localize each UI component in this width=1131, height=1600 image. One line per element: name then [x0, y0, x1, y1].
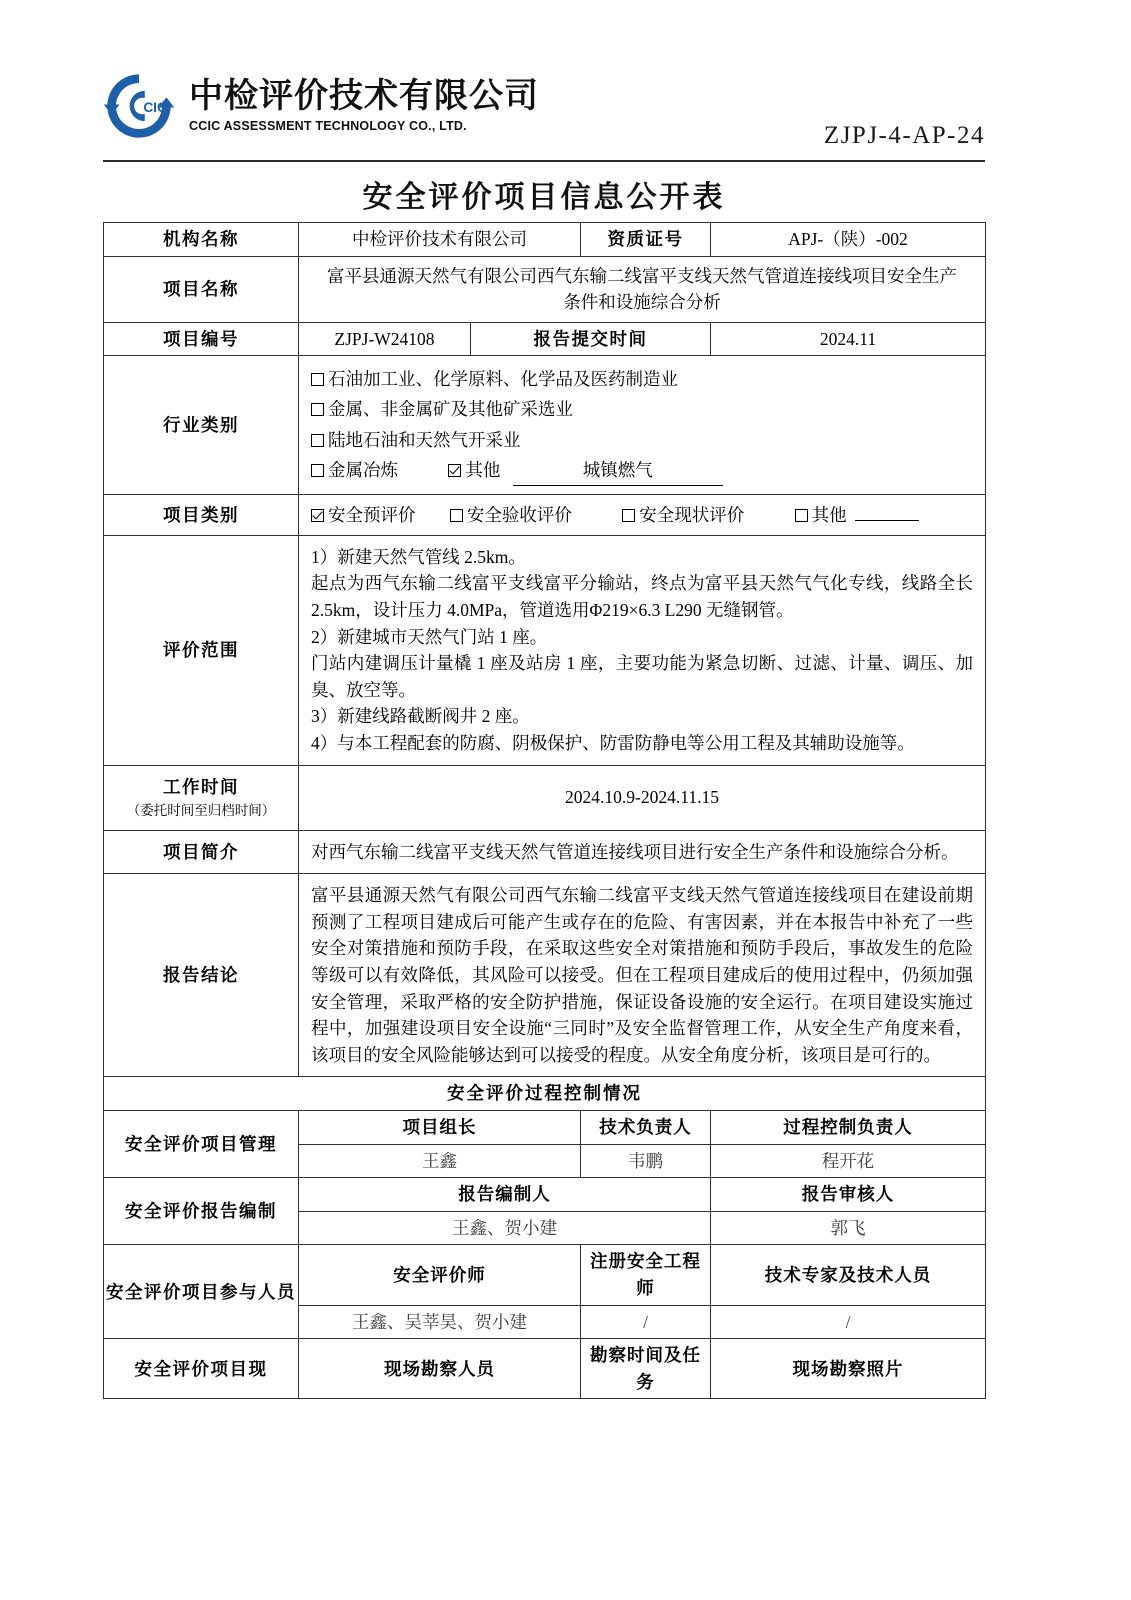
- project-type-option-1-label: 安全验收评价: [466, 504, 572, 525]
- participants-header-1: 注册安全工程师: [581, 1245, 711, 1305]
- scope-label: 评价范围: [104, 535, 299, 765]
- site-survey-header-2: 现场勘察照片: [711, 1339, 986, 1399]
- participants-header-0: 安全评价师: [299, 1245, 581, 1305]
- project-type-option-3[interactable]: [795, 505, 847, 525]
- header-divider: [103, 160, 985, 162]
- project-type-option-1[interactable]: [450, 505, 572, 525]
- report-time-label: 报告提交时间: [471, 322, 711, 356]
- project-name-label: 项目名称: [104, 256, 299, 322]
- table-row-org-name: [104, 223, 986, 257]
- cert-no-value: APJ-（陕）-002: [711, 223, 986, 257]
- svg-text:CIC: CIC: [143, 99, 167, 115]
- document-code: ZJPJ-4-AP-24: [823, 122, 985, 149]
- checkbox-icon[interactable]: [311, 403, 324, 416]
- checkbox-icon[interactable]: [311, 373, 324, 386]
- site-survey-header-0: 现场勘察人员: [299, 1339, 581, 1399]
- industry-option-1[interactable]: [311, 394, 973, 424]
- table-row-work-time: [104, 765, 986, 830]
- management-header-1: 技术负责人: [581, 1111, 711, 1145]
- document-header: [103, 70, 985, 160]
- project-info-table: [103, 222, 986, 1399]
- table-row-project-no: [104, 322, 986, 356]
- scope-line-0: 1）新建天然气管线 2.5km。: [311, 546, 526, 567]
- project-type-option-2[interactable]: [622, 505, 744, 525]
- site-survey-header-1: 勘察时间及任务: [581, 1339, 711, 1399]
- ccic-logo-icon: [103, 70, 175, 142]
- checkbox-icon[interactable]: [450, 509, 463, 522]
- conclusion-value: 富平县通源天然气有限公司西气东输二线富平支线天然气管道连接线项目在建设前期预测了工程项目建成后可能产生或存在的危险、有害因素，并在本报告中补充了一些安全对策措施和预防手段，在采取这些安全对策措施和预防手段后，事故发生的危险等级可以有效降低，其风险可以接受。但在工程项目建成后的使用过程中，仍须加强安全管理，采取严格的安全防护措施，保证设备设施的安全运行。在项目建设实施过程中，加强建设项目安全设施“三同时”及安全监督管理工作，从安全生产角度来看，该项目的安全风险能够达到可以接受的程度。从安全角度分析，该项目是可行的。: [299, 874, 986, 1077]
- industry-option-0-label: 石油加工业、化学原料、化学品及医药制造业: [328, 369, 678, 390]
- industry-option-0[interactable]: [311, 364, 973, 394]
- table-row-project-type: [104, 494, 986, 535]
- checkbox-icon[interactable]: [622, 509, 635, 522]
- work-time-label: 工作时间: [163, 776, 239, 797]
- management-label: 安全评价项目管理: [104, 1111, 299, 1178]
- industry-option-3-and-4[interactable]: [311, 455, 973, 486]
- table-row-management-headers: [104, 1111, 986, 1145]
- scope-line-5: 4）与本工程配套的防腐、阴极保护、防雷防静电等公用工程及其辅助设施等。: [311, 733, 915, 753]
- scope-value: [299, 535, 986, 765]
- industry-option-1-label: 金属、非金属矿及其他矿采选业: [328, 399, 573, 420]
- site-survey-label: 安全评价项目现: [104, 1339, 299, 1399]
- participants-label: 安全评价项目参与人员: [104, 1245, 299, 1339]
- scope-line-3: 门站内建调压计量橇 1 座及站房 1 座，主要功能为紧急切断、过滤、计量、调压、加臭、放空等。: [311, 653, 973, 700]
- table-row-conclusion: [104, 874, 986, 1077]
- management-value-0: 王鑫: [299, 1144, 581, 1178]
- checkbox-icon[interactable]: [311, 464, 324, 477]
- scope-line-2: 2）新建城市天然气门站 1 座。: [311, 626, 548, 647]
- project-type-option-0-label: 安全预评价: [328, 504, 416, 525]
- industry-option-3-label: 金属冶炼: [328, 459, 398, 480]
- table-row-site-survey-headers: [104, 1339, 986, 1399]
- scope-line-4: 3）新建线路截断阀井 2 座。: [311, 706, 530, 727]
- project-name-value: 富平县通源天然气有限公司西气东输二线富平支线天然气管道连接线项目安全生产条件和设施综合分析: [299, 256, 986, 322]
- industry-other-value[interactable]: 城镇燃气: [513, 455, 723, 486]
- checkbox-checked-icon[interactable]: [311, 509, 324, 522]
- intro-label: 项目简介: [104, 830, 299, 874]
- project-type-option-2-label: 安全现状评价: [639, 504, 745, 525]
- industry-options: [299, 356, 986, 494]
- company-name-en: CCIC ASSESSMENT TECHNOLOGY CO., LTD.: [189, 119, 467, 134]
- project-type-options: [299, 494, 986, 535]
- report-time-value: 2024.11: [711, 322, 986, 356]
- org-name-value: 中检评价技术有限公司: [299, 223, 581, 257]
- industry-option-2[interactable]: [311, 425, 973, 455]
- report-prep-label: 安全评价报告编制: [104, 1178, 299, 1245]
- report-prep-value-0: 王鑫、贺小建: [299, 1211, 711, 1245]
- project-no-label: 项目编号: [104, 322, 299, 356]
- report-prep-header-0: 报告编制人: [299, 1178, 711, 1212]
- company-name-cn: 中检评价技术有限公司: [189, 76, 539, 115]
- industry-option-4[interactable]: [448, 460, 500, 480]
- conclusion-label: 报告结论: [104, 874, 299, 1077]
- project-no-value: ZJPJ-W24108: [299, 322, 471, 356]
- industry-option-4-label: 其他: [465, 459, 501, 480]
- industry-option-2-label: 陆地石油和天然气开采业: [328, 429, 521, 450]
- work-time-value: 2024.10.9-2024.11.15: [299, 765, 986, 830]
- project-type-option-0[interactable]: [311, 505, 416, 525]
- intro-value: 对西气东输二线富平支线天然气管道连接线项目进行安全生产条件和设施综合分析。: [299, 830, 986, 874]
- management-header-2: 过程控制负责人: [711, 1111, 986, 1145]
- management-header-0: 项目组长: [299, 1111, 581, 1145]
- table-row-section-title: [104, 1077, 986, 1111]
- participants-header-2: 技术专家及技术人员: [711, 1245, 986, 1305]
- project-type-label: 项目类别: [104, 494, 299, 535]
- participants-value-2: /: [711, 1305, 986, 1339]
- table-row-report-prep-headers: [104, 1178, 986, 1212]
- project-type-option-3-label: 其他: [811, 504, 847, 525]
- checkbox-icon[interactable]: [311, 434, 324, 447]
- scope-line-1: 起点为西气东输二线富平支线富平分输站，终点为富平县天然气气化专线，线路全长 2.5km，设计压力 4.0MPa，管道选用Φ219×6.3 L290 无缝钢管。: [311, 573, 973, 621]
- org-name-label: 机构名称: [104, 223, 299, 257]
- table-row-intro: [104, 830, 986, 874]
- report-prep-header-1: 报告审核人: [711, 1178, 986, 1212]
- table-row-industry: [104, 356, 986, 494]
- checkbox-checked-icon[interactable]: [448, 464, 461, 477]
- table-row-scope: [104, 535, 986, 765]
- project-type-other-value[interactable]: [855, 520, 919, 521]
- participants-value-0: 王鑫、吴莘昊、贺小建: [299, 1305, 581, 1339]
- work-time-sublabel: （委托时间至归档时间）: [126, 803, 276, 819]
- checkbox-icon[interactable]: [795, 509, 808, 522]
- table-row-project-name: [104, 256, 986, 322]
- work-time-label-cell: [104, 765, 299, 830]
- industry-label: 行业类别: [104, 356, 299, 494]
- participants-value-1: /: [581, 1305, 711, 1339]
- table-row-participants-headers: [104, 1245, 986, 1305]
- management-value-1: 韦鹏: [581, 1144, 711, 1178]
- page-title: 安全评价项目信息公开表: [362, 181, 726, 214]
- management-value-2: 程开花: [711, 1144, 986, 1178]
- report-prep-value-1: 郭飞: [711, 1211, 986, 1245]
- cert-no-label: 资质证号: [581, 223, 711, 257]
- process-section-title: 安全评价过程控制情况: [104, 1077, 986, 1111]
